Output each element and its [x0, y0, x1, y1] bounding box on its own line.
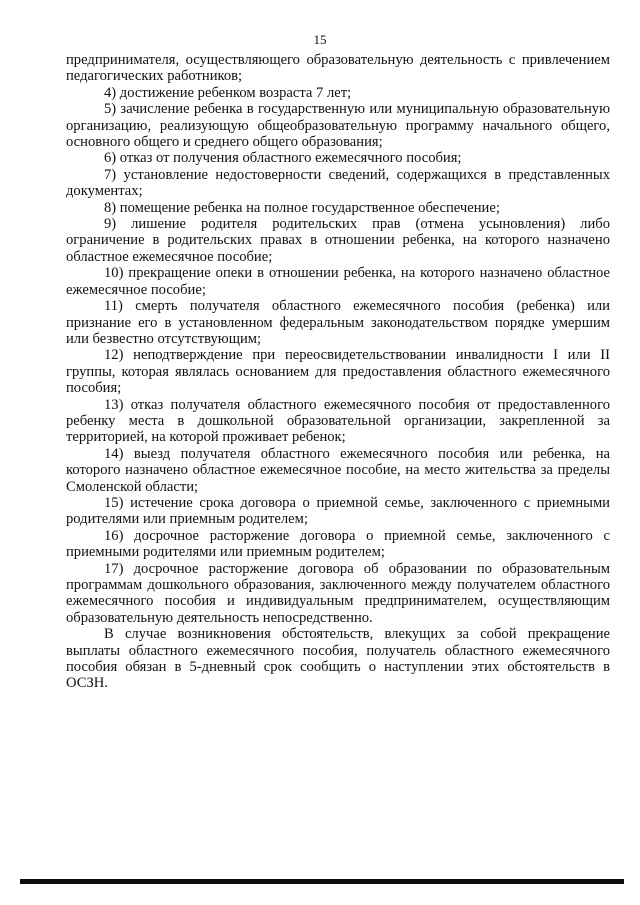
list-item-5: 5) зачисление ребенка в государственную или муниципальную образовательную организацию, реализующую общеобразовательную программу начального общего, основного общего и среднего общего образования; — [66, 101, 610, 151]
bottom-scan-edge — [20, 879, 624, 884]
list-item-17: 17) досрочное расторжение договора об образовании по образовательным программам дошкольного образования, заключенного между получателем областного ежемесячного пособия и индивидуальным предпринимателем, осуществляющим образовательную деятельность непосредственно. — [66, 560, 610, 626]
list-item-13: 13) отказ получателя областного ежемесячного пособия от предоставленного ребенку места в дошкольной образовательной организации, закрепленной за территорией, на которой проживает ребенок; — [66, 396, 610, 446]
list-item-8: 8) помещение ребенка на полное государственное обеспечение; — [104, 199, 500, 216]
document-body — [66, 52, 610, 692]
list-item-15: 15) истечение срока договора о приемной семье, заключенного с приемными родителями или приемным родителем; — [66, 494, 610, 528]
list-item-10: 10) прекращение опеки в отношении ребенка, на которого назначено областное ежемесячное пособие; — [66, 265, 610, 298]
list-item-7: 7) установление недостоверности сведений, содержащихся в представленных документах; — [66, 166, 610, 200]
list-item-11: 11) смерть получателя областного ежемесячного пособия (ребенка) или признание его в установленном федеральным законодательством порядке умершим или безвестно отсутствующим; — [66, 298, 610, 347]
closing-paragraph: В случае возникновения обстоятельств, влекущих за собой прекращение выплаты областного ежемесячного пособия, получатель областного ежемесячного пособия обязан в 5-дневный срок сообщить о наступлении этих обстоятельств в ОСЗН. — [66, 626, 610, 692]
page-number: 15 — [313, 32, 327, 47]
list-item-14: 14) выезд получателя областного ежемесячного пособия или ребенка, на которого назначено областное ежемесячное пособие, на место жительства за пределы Смоленской области; — [66, 445, 610, 495]
list-item-16: 16) досрочное расторжение договора о приемной семье, заключенного с приемными родителями или приемным родителем; — [66, 527, 610, 561]
continuation-paragraph: предпринимателя, осуществляющего образовательную деятельность с привлечением педагогических работников; — [66, 52, 610, 85]
list-item-6: 6) отказ от получения областного ежемесячного пособия; — [104, 150, 462, 167]
list-item-4: 4) достижение ребенком возраста 7 лет; — [104, 84, 352, 101]
list-item-9: 9) лишение родителя родительских прав (отмена усыновления) либо ограничение в родительских правах в отношении ребенка, на которого назначено областное ежемесячное пособие; — [66, 216, 610, 265]
list-item-12: 12) неподтверждение при переосвидетельствовании инвалидности I или II группы, которая являлась основанием для предоставления областного ежемесячного пособия; — [66, 347, 610, 397]
